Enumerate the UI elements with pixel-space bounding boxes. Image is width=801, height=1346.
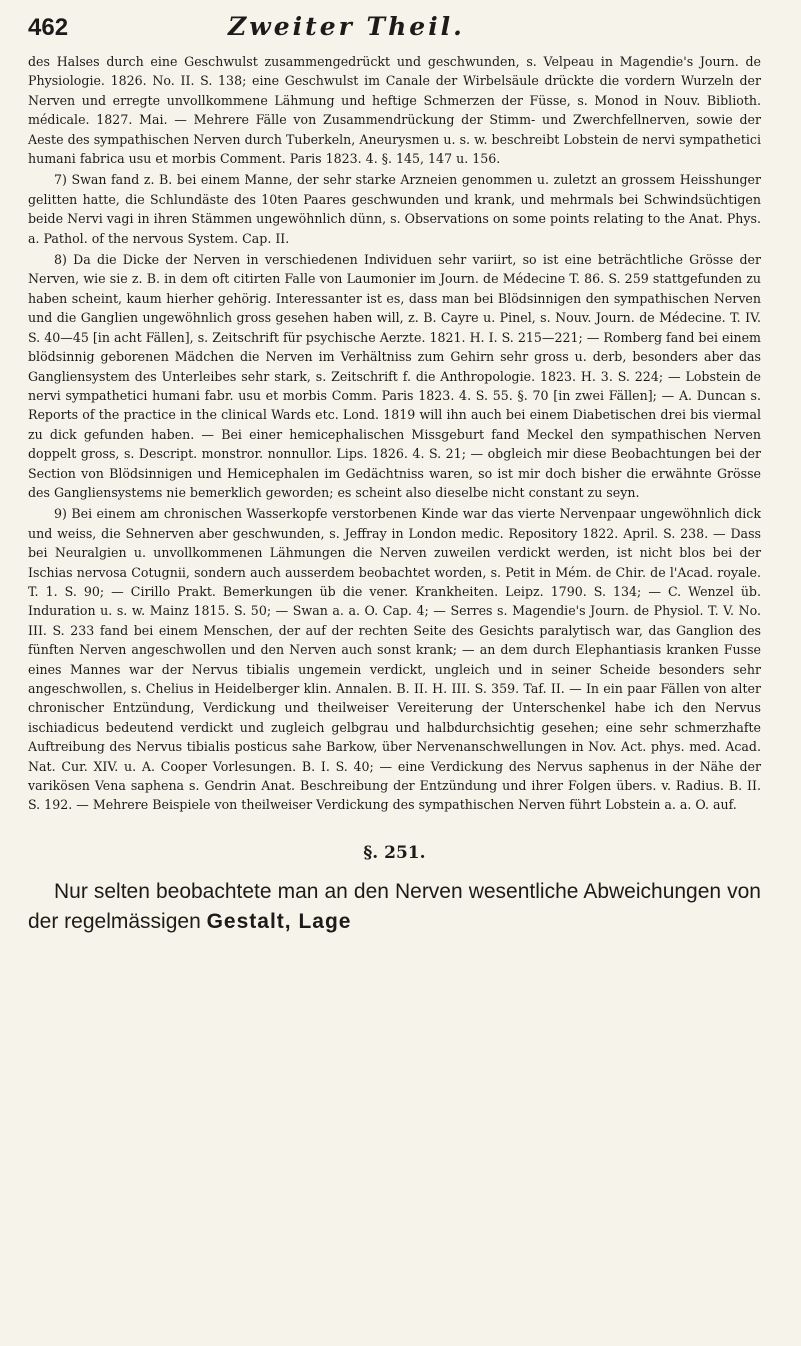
page-number: 462 xyxy=(28,14,69,41)
footnote-paragraph: 7) Swan fand z. B. bei einem Manne, der sehr starke Arzneien genommen u. zuletzt an grossem Heisshunger gelitten hatte, die Schlundäste des 10ten Paares geschwunden und krank, und mehrmals bei Schwindsüchtigen beide Nervi vagi in ihren Stämmen ungewöhnlich dünn, s. Observations on some points relating to the Anat. Phys. a. Pathol. of the nervous System. Cap. II. xyxy=(28,172,761,246)
footnote-paragraph: des Halses durch eine Geschwulst zusammengedrückt und geschwunden, s. Velpeau in Magendie's Journ. de Physiologie. 1826. No. II. S. 138; eine Geschwulst im Canale der Wirbelsäule drückte die vordern Wurzeln der Nerven und erregte unvollkommene Lähmung und heftige Schmerzen der Füsse, s. Monod in Nouv. Biblioth. médicale. 1827. Mai. — Mehrere Fälle von Zusammendrückung der Stimm- und Zwerchfellnerven, sowie der Aeste des sympathischen Nerven durch Tuberkeln, Aneurysmen u. s. w. beschreibt Lobstein de nervi sympathetici humani fabrica usu et morbis Comment. Paris 1823. 4. §. 145, 147 u. 156. xyxy=(28,54,761,167)
section-text-emphasis: Gestalt, Lage xyxy=(206,909,352,933)
footnote-paragraph: 9) Bei einem am chronischen Wasserkopfe verstorbenen Kinde war das vierte Nervenpaar ungewöhnlich dick und weiss, die Sehnerven aber geschwunden, s. Jeffray in London medic. Repository 1822. April. S. 238. — Dass bei Neuralgien u. unvollkommenen Lähmungen die Nerven zuweilen verdickt werden, ist nicht blos bei der Ischias nervosa Cotugnii, sondern auch ausserdem beobachtet worden, s. Petit in Mém. de Chir. de l'Acad. royale. T. 1. S. 90; — Cirillo Prakt. Bemerkungen üb die vener. Krankheiten. Leipz. 1790. S. 134; — C. Wenzel üb. Induration u. s. w. Mainz 1815. S. 50; — Swan a. a. O. Cap. 4; — Serres s. Magendie's Journ. de Physiol. T. V. No. III. S. 233 fand bei einem Menschen, der auf der rechten Seite des Gesichts paralytisch war, das Ganglion des fünften Nerven angeschwollen und den Nerven auch sonst krank; — an dem durch Elephantiasis kranken Fusse eines Mannes war der Nervus tibialis ungemein verdickt, ungleich und in seiner Scheide besonders sehr angeschwollen, s. Chelius in Heidelberger klin. Annalen. B. II. H. III. S. 359. Taf. II. — In ein paar Fällen von alter chronischer Entzündung, Verdickung und theilweiser Vereiterung der Unterschenkel habe ich den Nervus ischiadicus bedeutend verdickt und zugleich gelbgrau und halbdurchsichtig gesehen; eine sehr schmerzhafte Auftreibung des Nervus tibialis posticus sahe Barkow, über Nervenanschwellungen in Nov. Act. phys. med. Acad. Nat. Cur. XIV. u. A. Cooper Vorlesungen. B. I. S. 40; — eine Verdickung des Nervus saphenus in der Nähe der varikösen Vena saphena s. Gendrin Anat. Beschreibung der Entzündung und ihrer Folgen übers. v. Radius. B. II. S. 192. — Mehrere Beispiele von theilweiser Verdickung des sympathischen Nerven führt Lobstein a. a. O. auf. xyxy=(28,506,761,813)
page-header xyxy=(28,12,761,52)
footnote-paragraph: 8) Da die Dicke der Nerven in verschiedenen Individuen sehr variirt, so ist eine beträchtliche Grösse der Nerven, wie sie z. B. in dem oft citirten Falle von Laumonier im Journ. de Médecine T. 86. S. 259 stattgefunden zu haben scheint, kaum hierher gehörig. Interessanter ist es, dass man bei Blödsinnigen den sympathischen Nerven und die Ganglien ungewöhnlich gross gesehen haben will, z. B. Cayre u. Pinel, s. Nouv. Journ. de Médecine. T. IV. S. 40—45 [in acht Fällen], s. Zeitschrift für psychische Aerzte. 1821. H. I. S. 215—221; — Romberg fand bei einem blödsinnig geborenen Mädchen die Nerven im Verhältniss zum Gehirn sehr gross u. derb, besonders aber das Gangliensystem des Unterleibes sehr stark, s. Zeitschrift f. die Anthropologie. 1823. H. 3. S. 224; — Lobstein de nervi sympathetici humani fabr. usu et morbis Comm. Paris 1823. 4. S. 55. §. 70 [in zwei Fällen]; — A. Duncan s. Reports of the practice in the clinical Wards etc. Lond. 1819 will ihn auch bei einem Diabetischen drei bis viermal zu dick gefunden haben. — Bei einer hemicephalischen Missgeburt fand Meckel den sympathischen Nerven doppelt gross, s. Descript. monstror. nonnullor. Lips. 1826. 4. S. 21; — obgleich mir diese Beobachtungen bei der Section von Blödsinnigen und Hemicephalen im Gedächtniss waren, so ist mir doch bisher die erwähnte Grösse des Gangliensystems nie bemerklich geworden; es scheint also dieselbe nicht constant zu seyn. xyxy=(28,252,761,500)
section-text xyxy=(28,877,761,937)
section-text-part: Nur selten beobachtete man an den Nerven wesentliche Abweichungen von der regelmässigen xyxy=(28,879,761,933)
footnotes-body xyxy=(28,52,761,815)
running-title: Zweiter Theil. xyxy=(228,12,465,41)
section-number: §. 251. xyxy=(363,842,426,863)
